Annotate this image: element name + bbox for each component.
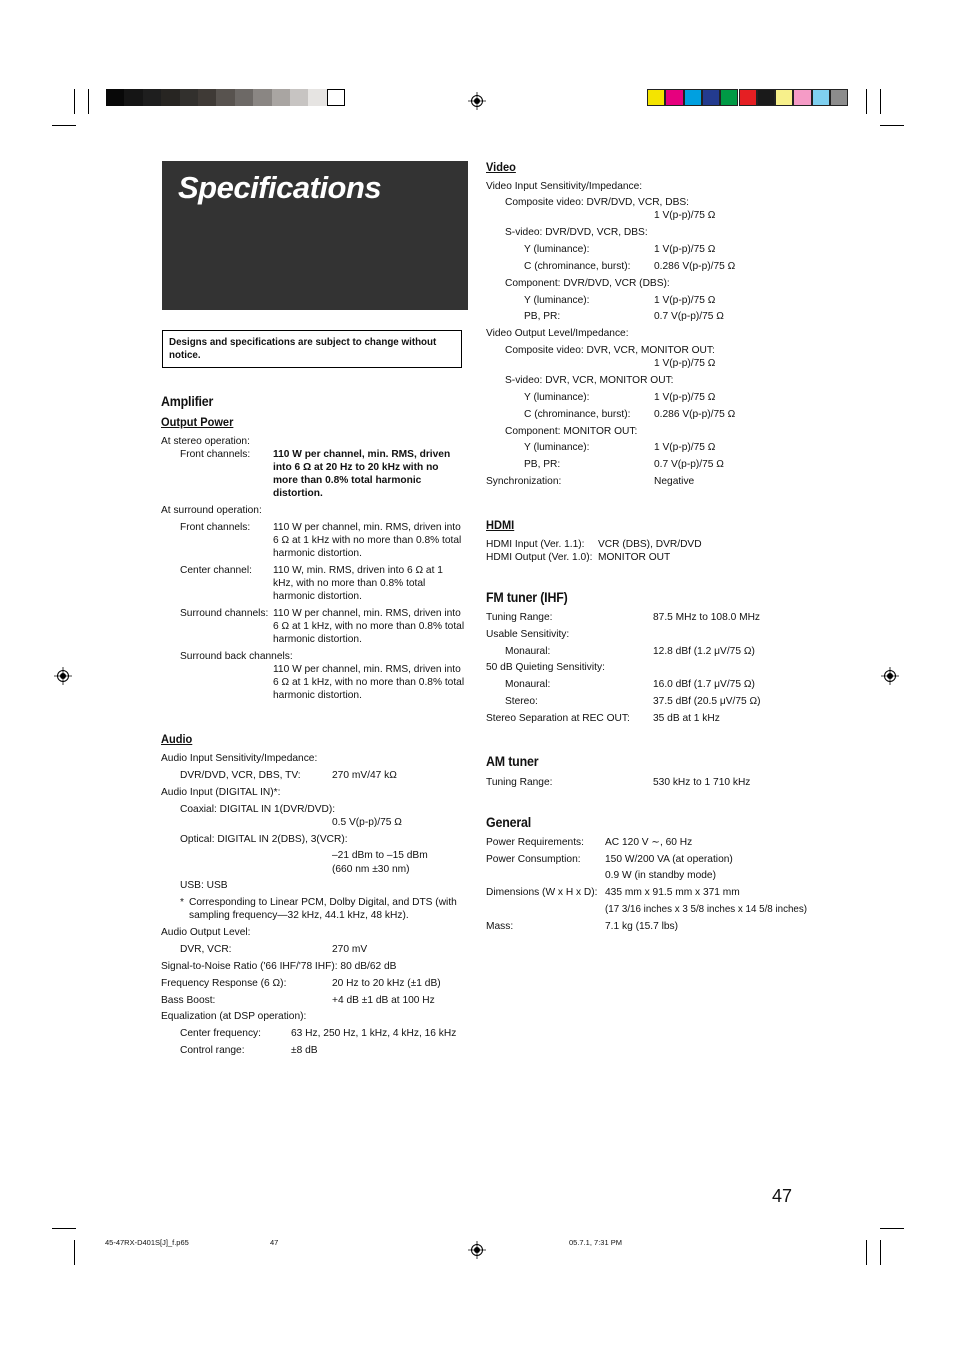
fm-spec-value: 12.8 dBf (1.2 μV/75 Ω)	[653, 646, 755, 657]
bass-boost-value: +4 dB ±1 dB at 100 Hz	[332, 995, 435, 1006]
power-req-label: Power Requirements:	[486, 837, 584, 848]
page-number: 47	[772, 1186, 793, 1206]
gray-swatch	[235, 89, 253, 106]
video-spec-label: S-video: DVR, VCR, MONITOR OUT:	[505, 375, 674, 386]
footer-date: 05.7.1, 7:31 PM	[569, 1238, 622, 1247]
fm-spec-label: Tuning Range:	[486, 612, 553, 623]
surround-back-value: 110 W per channel, min. RMS, driven into 6 Ω at 1 kHz, with no more than 0.8% total harmonic distortion.	[273, 664, 465, 701]
power-req-value: AC 120 V ∼, 60 Hz	[605, 837, 693, 848]
optical-value-2: (660 nm ±30 nm)	[332, 864, 410, 875]
footnote-mark: *	[180, 897, 184, 908]
notice-text: Designs and specifications are subject to change without notice.	[169, 337, 437, 361]
video-spec-label: Y (luminance):	[524, 295, 590, 306]
hdmi-output-label: HDMI Output (Ver. 1.0):	[486, 552, 593, 563]
surround-label: Surround channels:	[180, 608, 269, 619]
video-spec-label: C (chrominance, burst):	[524, 261, 631, 272]
video-spec-value: 1 V(p-p)/75 Ω	[654, 295, 716, 306]
color-swatch	[757, 89, 775, 106]
color-swatch	[793, 89, 811, 106]
fm-spec-label: 50 dB Quieting Sensitivity:	[486, 662, 605, 673]
crop-mark	[74, 89, 75, 114]
fm-spec-label: Usable Sensitivity:	[486, 629, 570, 640]
audio-input-sens-src: DVR/DVD, VCR, DBS, TV:	[180, 770, 301, 781]
video-spec-label: Synchronization:	[486, 476, 562, 487]
video-spec-label: Composite video: DVR/DVD, VCR, DBS:	[505, 197, 689, 208]
gray-swatch	[198, 89, 216, 106]
usb-label: USB: USB	[180, 880, 228, 891]
crop-mark	[88, 89, 89, 114]
audio-output-value: 270 mV	[332, 944, 368, 955]
gray-swatch	[180, 89, 198, 106]
registration-mark-icon	[881, 667, 899, 685]
video-spec-label: Component: MONITOR OUT:	[505, 426, 638, 437]
notice-box	[162, 330, 462, 368]
mass-label: Mass:	[486, 921, 514, 932]
video-spec-label: Component: DVR/DVD, VCR (DBS):	[505, 278, 670, 289]
surround-op-label: At surround operation:	[161, 505, 262, 516]
bass-boost-label: Bass Boost:	[161, 995, 216, 1006]
video-spec-label: Composite video: DVR, VCR, MONITOR OUT:	[505, 345, 715, 356]
crop-mark	[866, 1240, 867, 1265]
video-spec-value: 0.7 V(p-p)/75 Ω	[654, 459, 724, 470]
standby-value: 0.9 W (in standby mode)	[605, 870, 716, 881]
video-spec-label: Y (luminance):	[524, 392, 590, 403]
control-range-value: ±8 dB	[291, 1045, 318, 1056]
video-spec-label: Y (luminance):	[524, 442, 590, 453]
power-cons-value: 150 W/200 VA (at operation)	[605, 854, 733, 865]
audio-output-src: DVR, VCR:	[180, 944, 232, 955]
gray-swatch	[143, 89, 161, 106]
center-frequency-value: 63 Hz, 250 Hz, 1 kHz, 4 kHz, 16 kHz	[291, 1028, 457, 1039]
surround-value: 110 W per channel, min. RMS, driven into 6 Ω at 1 kHz, with no more than 0.8% total harmonic distortion.	[273, 608, 465, 645]
snr-text: Signal-to-Noise Ratio ('66 IHF/'78 IHF): 80 dB/62 dB	[161, 961, 397, 972]
color-swatch	[647, 89, 665, 106]
dimensions-label: Dimensions (W x H x D):	[486, 887, 598, 898]
video-spec-label: S-video: DVR/DVD, VCR, DBS:	[505, 227, 648, 238]
fm-tuner-heading: FM tuner (IHF)	[486, 590, 568, 605]
video-spec-value: Negative	[654, 476, 695, 487]
video-spec-value: 1 V(p-p)/75 Ω	[654, 244, 716, 255]
mass-value: 7.1 kg (15.7 lbs)	[605, 921, 679, 932]
am-tuning-value: 530 kHz to 1 710 kHz	[653, 777, 751, 788]
color-swatch	[702, 89, 720, 106]
fm-spec-label: Stereo:	[505, 696, 538, 707]
surr-front-label: Front channels:	[180, 522, 251, 533]
video-spec-label: Y (luminance):	[524, 244, 590, 255]
audio-input-sens-value: 270 mV/47 kΩ	[332, 770, 397, 781]
am-tuning-label: Tuning Range:	[486, 777, 553, 788]
audio-heading: Audio	[161, 732, 193, 746]
page-title: Specifications	[178, 170, 382, 205]
stereo-op-label: At stereo operation:	[161, 436, 250, 447]
crop-mark	[880, 89, 881, 114]
hdmi-input-value: VCR (DBS), DVR/DVD	[598, 539, 702, 550]
color-swatch	[830, 89, 848, 106]
front-label: Front channels:	[180, 449, 251, 460]
footer-filename: 45-47RX-D401S[J]_f.p65	[105, 1238, 189, 1247]
digital-in-label: Audio Input (DIGITAL IN)*:	[161, 787, 281, 798]
gray-swatch	[161, 89, 179, 106]
freq-response-label: Frequency Response (6 Ω):	[161, 978, 287, 989]
fm-spec-value: 35 dB at 1 kHz	[653, 713, 720, 724]
gray-swatch	[253, 89, 271, 106]
crop-mark	[880, 1228, 904, 1229]
color-swatch	[684, 89, 702, 106]
gray-swatch	[308, 89, 326, 106]
color-swatch	[812, 89, 830, 106]
fm-spec-label: Monaural:	[505, 646, 551, 657]
power-cons-label: Power Consumption:	[486, 854, 581, 865]
freq-response-value: 20 Hz to 20 kHz (±1 dB)	[332, 978, 441, 989]
coaxial-label: Coaxial: DIGITAL IN 1(DVR/DVD):	[180, 804, 336, 815]
fm-spec-value: 37.5 dBf (20.5 μV/75 Ω)	[653, 696, 761, 707]
video-spec-label: PB, PR:	[524, 459, 561, 470]
hdmi-heading: HDMI	[486, 518, 515, 532]
am-tuner-heading: AM tuner	[486, 754, 539, 769]
video-spec-value: 0.286 V(p-p)/75 Ω	[654, 409, 736, 420]
optical-value-1: –21 dBm to –15 dBm	[332, 850, 428, 861]
video-spec-label: C (chrominance, burst):	[524, 409, 631, 420]
center-value: 110 W, min. RMS, driven into 6 Ω at 1 kHz, with no more than 0.8% total harmonic distortion.	[273, 565, 443, 602]
footer-page: 47	[270, 1238, 279, 1247]
crop-mark	[52, 1228, 76, 1229]
video-spec-label: Video Output Level/Impedance:	[486, 328, 629, 339]
audio-input-sens-label: Audio Input Sensitivity/Impedance:	[161, 753, 318, 764]
video-spec-label: Video Input Sensitivity/Impedance:	[486, 181, 643, 192]
optical-label: Optical: DIGITAL IN 2(DBS), 3(VCR):	[180, 834, 348, 845]
front-value: 110 W per channel, min. RMS, driven into 6 Ω at 20 Hz to 20 kHz with no more than 0.8% total harmonic distortion.	[273, 449, 451, 499]
surr-front-value: 110 W per channel, min. RMS, driven into 6 Ω at 1 kHz with no more than 0.8% total harmonic distortion.	[273, 522, 462, 559]
registration-mark-icon	[468, 92, 486, 110]
gray-swatch	[327, 89, 345, 106]
gray-swatch	[106, 89, 124, 106]
crop-mark	[880, 1240, 881, 1265]
audio-output-level-label: Audio Output Level:	[161, 927, 251, 938]
color-swatch	[720, 89, 738, 106]
title-banner	[162, 161, 468, 310]
video-heading: Video	[486, 160, 516, 174]
crop-mark	[52, 125, 76, 126]
color-swatch	[775, 89, 793, 106]
control-range-label: Control range:	[180, 1045, 245, 1056]
dimensions-value: 435 mm x 91.5 mm x 371 mm	[605, 887, 740, 898]
output-power-heading: Output Power	[161, 415, 234, 429]
amplifier-heading: Amplifier	[161, 394, 214, 409]
registration-mark-icon	[54, 667, 72, 685]
crop-mark	[880, 125, 904, 126]
video-spec-label: PB, PR:	[524, 311, 561, 322]
fm-spec-label: Monaural:	[505, 679, 551, 690]
hdmi-output-value: MONITOR OUT	[598, 552, 671, 563]
video-spec-value: 0.7 V(p-p)/75 Ω	[654, 311, 724, 322]
coaxial-value: 0.5 V(p-p)/75 Ω	[332, 817, 402, 828]
fm-spec-label: Stereo Separation at REC OUT:	[486, 713, 630, 724]
gray-swatch	[272, 89, 290, 106]
footnote-text: Corresponding to Linear PCM, Dolby Digital, and DTS (with sampling frequency—32 kHz, 44.1 kHz, 48 kHz).	[189, 897, 457, 921]
crop-mark	[866, 89, 867, 114]
gray-swatch	[290, 89, 308, 106]
center-frequency-label: Center frequency:	[180, 1028, 261, 1039]
video-spec-value: 0.286 V(p-p)/75 Ω	[654, 261, 736, 272]
dimensions-inch-value: (17 3/16 inches x 3 5/8 inches x 14 5/8 inches)	[605, 904, 808, 915]
crop-mark	[74, 1240, 75, 1265]
general-heading: General	[486, 815, 531, 830]
video-spec-value: 1 V(p-p)/75 Ω	[654, 392, 716, 403]
surround-back-label: Surround back channels:	[180, 651, 293, 662]
video-spec-value: 1 V(p-p)/75 Ω	[654, 210, 716, 221]
video-spec-value: 1 V(p-p)/75 Ω	[654, 358, 716, 369]
equalization-label: Equalization (at DSP operation):	[161, 1011, 307, 1022]
fm-spec-value: 87.5 MHz to 108.0 MHz	[653, 612, 761, 623]
gray-swatch	[216, 89, 234, 106]
video-spec-value: 1 V(p-p)/75 Ω	[654, 442, 716, 453]
hdmi-input-label: HDMI Input (Ver. 1.1):	[486, 539, 585, 550]
center-label: Center channel:	[180, 565, 252, 576]
color-swatch	[665, 89, 683, 106]
gray-swatch	[124, 89, 142, 106]
registration-mark-icon	[468, 1241, 486, 1259]
fm-spec-value: 16.0 dBf (1.7 μV/75 Ω)	[653, 679, 755, 690]
color-swatch	[739, 89, 757, 106]
